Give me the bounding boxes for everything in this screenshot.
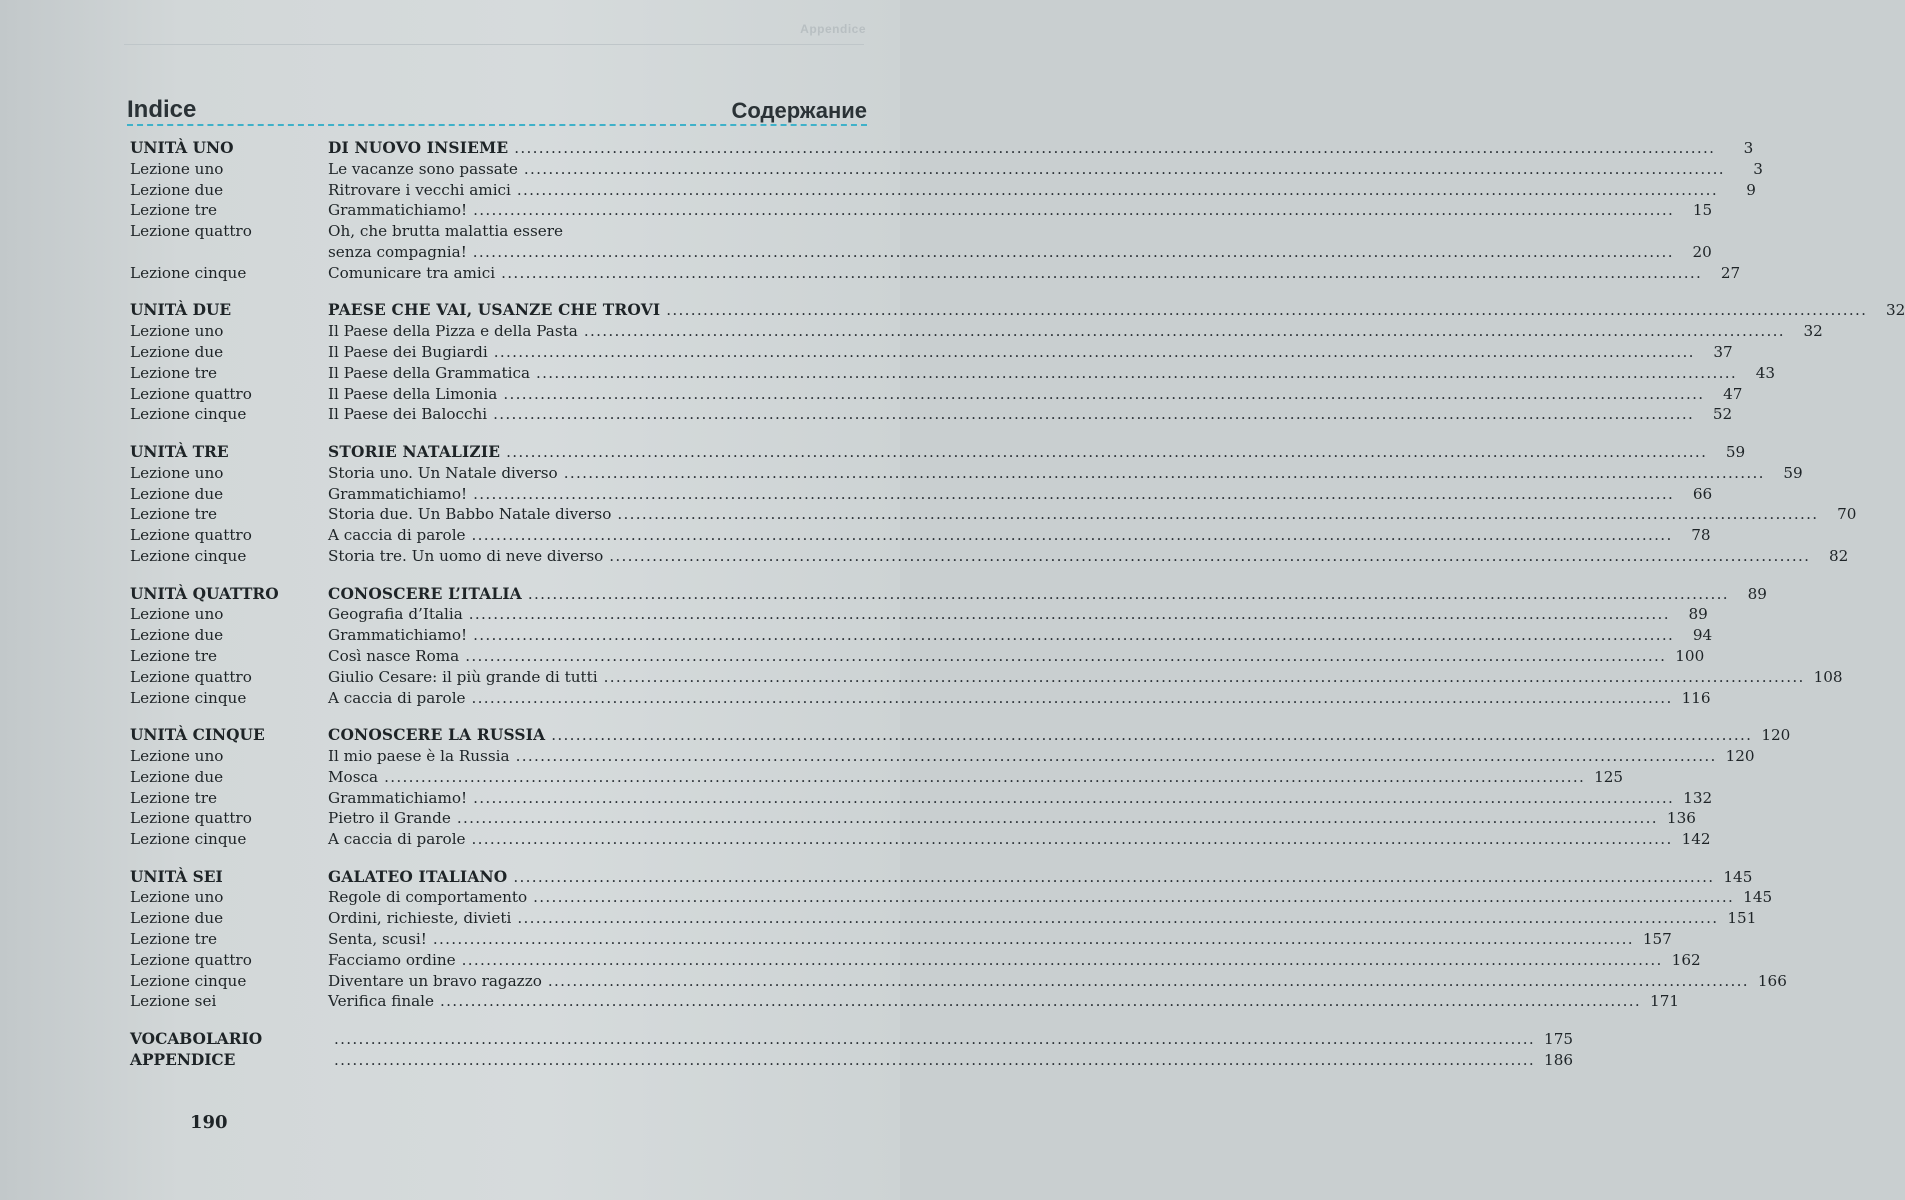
lesson-row[interactable] [130,525,1711,546]
lesson-row[interactable] [130,484,1713,505]
lesson-label: Lezione due [130,909,224,928]
unit-heading: PAESE CHE VAI, USANZE CHE TROVI [328,301,661,320]
dot-leader [463,604,1672,625]
lesson-label: Lezione cinque [130,546,247,565]
toc-header [127,90,867,124]
lesson-row[interactable] [130,159,1763,180]
page-ref: 120 [1761,726,1791,745]
page-ref: 100 [1675,646,1705,665]
appendice-row[interactable] [130,1050,1574,1071]
dot-leader [328,1050,1537,1071]
page-ref: 37 [1713,342,1733,361]
lesson-row[interactable] [130,504,1857,525]
page-ref: 15 [1692,201,1713,220]
lesson-title: Grammatichiamo! [328,201,468,220]
page-ref: 116 [1681,688,1711,707]
lesson-label: Lezione cinque [130,405,247,424]
lesson-label: Lezione quattro [130,222,252,241]
lesson-row[interactable] [130,363,1776,384]
lesson-row[interactable] [130,546,1849,567]
dot-leader [466,525,1675,546]
dot-leader [456,950,1665,971]
page-ref: 136 [1666,809,1696,828]
dot-leader [488,342,1697,363]
lesson-label: Lezione uno [130,888,224,907]
lesson-label: Lezione due [130,767,224,786]
lesson-label: Lezione tre [130,646,218,665]
lesson-row[interactable] [130,263,1741,284]
page-ref: 32 [1803,322,1823,341]
lesson-label: Lezione uno [130,463,224,482]
dot-leader [495,263,1704,284]
page-ref: 43 [1755,363,1776,382]
unit-row[interactable] [130,138,1754,159]
lesson-title: Storia uno. Un Natale diverso [328,463,558,482]
page-ref: 32 [1885,301,1905,320]
lesson-title: Oh, che brutta malattia essere [328,222,563,241]
unit-heading: CONOSCERE LA RUSSIA [328,726,546,745]
unit-title: UNITÀ UNO [130,139,234,157]
header-italian: Indice [127,96,197,123]
lesson-title: Ritrovare i vecchi amici [328,180,511,199]
dot-leader [467,242,1676,263]
lesson-row[interactable] [130,929,1672,950]
back-matter [130,1029,1574,1071]
dot-leader [459,646,1668,667]
unit-title: UNITÀ SEI [130,867,223,886]
running-head: Appendice [800,22,866,36]
dot-leader [545,725,1754,746]
lesson-row[interactable] [130,950,1701,971]
page-ref: 82 [1828,546,1849,565]
dot-leader [497,384,1706,405]
lesson-label: Lezione tre [130,930,218,949]
dot-leader [558,463,1767,484]
lesson-title: Grammatichiamo! [328,788,468,807]
lesson-row[interactable] [130,342,1733,363]
lesson-title: Il Paese dei Bugiardi [328,342,488,361]
lesson-label: Lezione due [130,180,224,199]
lesson-row[interactable] [130,221,1712,263]
page-ref: 3 [1753,159,1763,178]
page-ref: 186 [1544,1050,1574,1069]
unit-title: UNITÀ QUATTRO [130,584,279,603]
lesson-label: Lezione tre [130,201,218,220]
lesson-title: Grammatichiamo! [328,484,468,503]
page-ref: 125 [1594,767,1624,786]
lesson-row[interactable] [130,384,1743,405]
dot-leader [522,584,1731,605]
lesson-label: Lezione due [130,626,224,645]
dot-leader [578,321,1787,342]
page-ref: 3 [1743,139,1754,157]
page-ref: 94 [1692,626,1713,645]
lesson-label: Lezione uno [130,322,224,341]
page-ref: 70 [1837,505,1857,524]
lesson-title: Ordini, richieste, divieti [328,909,512,928]
lesson-title: Così nasce Roma [328,646,460,665]
unit-heading: DI NUOVO INSIEME [328,139,509,157]
lesson-title: Facciamo ordine [328,950,456,969]
unit-heading: STORIE NATALIZIE [328,442,501,461]
lesson-row[interactable] [130,321,1823,342]
lesson-label: Lezione quattro [130,667,252,686]
dot-leader [511,908,1720,929]
dot-leader [507,867,1716,888]
lesson-title: Geografia d’Italia [328,605,463,624]
dot-leader [466,829,1675,850]
lesson-row[interactable] [130,180,1756,201]
lesson-label: Lezione quattro [130,950,252,969]
section-title: VOCABOLARIO [130,1030,263,1049]
lesson-label: Lezione cinque [130,971,247,990]
lesson-row[interactable] [130,646,1705,667]
lesson-title: A caccia di parole [328,526,466,545]
lesson-title: Diventare un bravo ragazzo [328,971,542,990]
lesson-label: Lezione quattro [130,526,252,545]
page-ref: 151 [1727,909,1757,928]
lesson-row[interactable] [130,971,1787,992]
lesson-label: Lezione cinque [130,688,247,707]
lesson-title: Il Paese della Limonia [328,384,498,403]
page-ref: 145 [1723,867,1753,886]
lesson-row[interactable] [130,625,1713,646]
lesson-label: Lezione uno [130,605,224,624]
lesson-label: Lezione tre [130,788,218,807]
dot-leader [487,404,1696,425]
lesson-title: Storia due. Un Babbo Natale diverso [328,505,612,524]
unit-3 [130,442,1857,567]
lesson-row[interactable] [130,404,1733,425]
page-ref: 52 [1712,405,1733,424]
page-ref: 27 [1720,263,1741,282]
page-number: 190 [190,1112,228,1133]
page-ref: 120 [1725,746,1755,765]
lesson-label: Lezione cinque [130,830,247,849]
section-title: APPENDICE [130,1050,236,1069]
unit-row[interactable] [130,442,1746,463]
lesson-row[interactable] [130,908,1757,929]
lesson-title: Il Paese della Grammatica [328,363,531,382]
dot-leader [434,991,1643,1012]
lesson-title: Storia tre. Un uomo di neve diverso [328,546,604,565]
unit-row[interactable] [130,584,1767,605]
page-ref: 166 [1757,971,1787,990]
dot-leader [467,200,1676,221]
unit-title: UNITÀ DUE [130,301,232,320]
lesson-row[interactable] [130,200,1713,221]
lesson-row[interactable] [130,991,1680,1012]
lesson-title: Comunicare tra amici [328,263,496,282]
lesson-label: Lezione uno [130,159,224,178]
lesson-row[interactable] [130,667,1843,688]
unit-4 [130,584,1843,709]
unit-row[interactable] [130,725,1791,746]
lesson-title: Verifica finale [328,992,435,1011]
lesson-title: Il Paese della Pizza e della Pasta [328,322,578,341]
dot-leader [660,300,1869,321]
unit-row[interactable] [130,867,1753,888]
lesson-label: Lezione quattro [130,809,252,828]
page-ref: 89 [1688,605,1708,624]
lesson-label: Lezione sei [130,992,217,1011]
dot-leader [451,808,1660,829]
page-ref: 145 [1743,888,1773,907]
lesson-row[interactable] [130,788,1713,809]
dot-leader [510,746,1719,767]
lesson-title: Giulio Cesare: il più grande di tutti [328,667,598,686]
page-ref: 89 [1747,584,1767,603]
unit-1 [130,138,1763,284]
lesson-title: Il Paese dei Balocchi [328,405,488,424]
page-ref: 20 [1692,242,1712,261]
unit-2 [130,300,1905,425]
page-ref: 175 [1544,1030,1574,1049]
dashed-divider [127,124,867,126]
unit-title: UNITÀ CINQUE [130,726,265,745]
lesson-label: Lezione cinque [130,263,247,282]
dot-leader [466,688,1675,709]
header-russian: Содержание [731,98,867,123]
unit-heading: CONOSCERE L’ITALIA [328,584,522,603]
lesson-title: A caccia di parole [328,688,466,707]
lesson-title: Pietro il Grande [328,809,451,828]
page-ref: 47 [1723,384,1743,403]
lesson-title-cont: senza compagnia! [328,242,467,261]
page-ref: 157 [1642,930,1672,949]
dot-leader [500,442,1709,463]
lesson-label: Lezione quattro [130,384,252,403]
lesson-row[interactable] [130,887,1773,908]
dot-leader [530,363,1739,384]
page-ref: 171 [1650,992,1680,1011]
lesson-label: Lezione tre [130,363,218,382]
page-ref: 132 [1683,788,1713,807]
dot-leader [427,929,1636,950]
page-ref: 66 [1692,484,1713,503]
lesson-title: Grammatichiamo! [328,626,468,645]
dot-leader [598,667,1807,688]
dot-leader [508,138,1717,159]
dot-leader [527,887,1736,908]
page-ref: 78 [1691,526,1711,545]
page-ref: 59 [1725,442,1746,461]
page-ref: 9 [1746,180,1756,199]
dot-leader [518,159,1727,180]
dot-leader [542,971,1751,992]
dot-leader [378,767,1587,788]
lesson-label: Lezione tre [130,505,218,524]
lesson-row[interactable] [130,746,1755,767]
unit-6 [130,867,1787,1013]
unit-heading: GALATEO ITALIANO [328,867,508,886]
dot-leader [511,180,1720,201]
lesson-title: Le vacanze sono passate [328,159,518,178]
lesson-label: Lezione due [130,484,224,503]
dot-leader [467,484,1676,505]
lesson-title: Il mio paese è la Russia [328,746,510,765]
lesson-row[interactable] [130,688,1711,709]
unit-5 [130,725,1791,850]
unit-title: UNITÀ TRE [130,442,229,461]
lesson-row[interactable] [130,829,1711,850]
lesson-row[interactable] [130,767,1624,788]
page-ref: 59 [1783,463,1803,482]
lesson-label: Lezione uno [130,746,224,765]
dot-leader [603,546,1812,567]
unit-row[interactable] [130,300,1905,321]
dot-leader [328,1029,1537,1050]
table-of-contents [130,138,1905,1087]
lesson-row[interactable] [130,463,1803,484]
vocabolario-row[interactable] [130,1029,1574,1050]
lesson-row[interactable] [130,604,1708,625]
page-ref: 142 [1681,830,1711,849]
lesson-title: Regole di comportamento [328,888,528,907]
lesson-row[interactable] [130,808,1696,829]
lesson-title: Mosca [328,767,379,786]
dot-leader [467,788,1676,809]
page-ref: 108 [1813,667,1843,686]
lesson-label: Lezione due [130,342,224,361]
page-ref: 162 [1671,950,1701,969]
dot-leader [467,625,1676,646]
top-rule [124,44,864,45]
dot-leader [611,504,1820,525]
lesson-title: A caccia di parole [328,830,466,849]
lesson-title: Senta, scusi! [328,930,427,949]
